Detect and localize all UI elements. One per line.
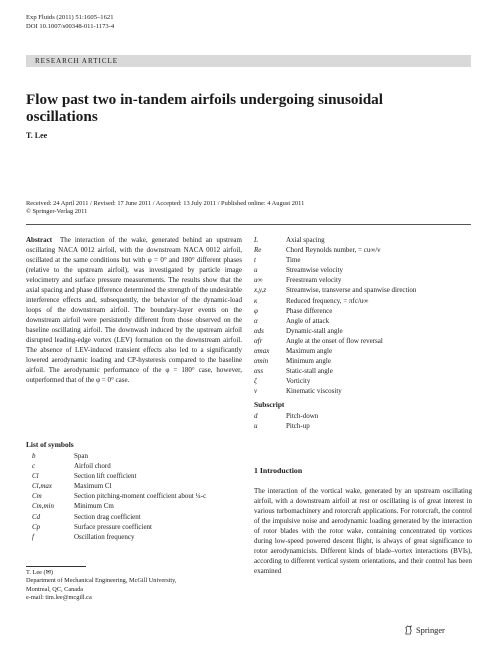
symbol: ν xyxy=(254,387,258,396)
symbol-row xyxy=(26,461,256,471)
symbol: Cd xyxy=(32,512,41,521)
affiliation-city: Montreal, QC, Canada xyxy=(26,585,84,593)
copyright: © Springer-Verlag 2011 xyxy=(26,208,88,216)
symbol-description: Airfoil chord xyxy=(74,462,111,471)
section-heading-introduction: 1 Introduction xyxy=(254,466,303,475)
symbol-description: Kinematic viscosity xyxy=(286,387,342,396)
symbol: x,y,z xyxy=(254,286,267,295)
symbol: αfr xyxy=(254,336,263,345)
symbol-description: Streamwise, transverse and spanwise direction xyxy=(286,286,417,295)
symbol-row xyxy=(254,235,474,245)
symbol: ζ xyxy=(254,377,257,386)
affiliation-email: e-mail: tim.lee@mcgill.ca xyxy=(26,594,92,602)
symbol-row xyxy=(26,501,256,511)
symbol-row xyxy=(26,471,256,481)
symbol: L xyxy=(254,236,258,244)
symbol: u∞ xyxy=(254,276,263,285)
article-type-label: RESEARCH ARTICLE xyxy=(35,57,119,65)
symbol-description: Maximum angle xyxy=(286,347,333,356)
article-type-banner xyxy=(26,55,471,67)
symbol: α xyxy=(254,316,258,325)
symbol-description: Surface pressure coefficient xyxy=(74,522,152,531)
journal-issue: Exp Fluids (2011) 51:1605–1621 xyxy=(26,14,114,21)
article-title: Flow past two in-tandem airfoils undergoing sinusoidal oscillations xyxy=(26,91,383,125)
symbol-description: Time xyxy=(286,256,301,265)
subscript-heading: Subscript xyxy=(254,399,285,409)
symbols-heading: List of symbols xyxy=(26,440,74,449)
symbols-list-left xyxy=(26,451,256,542)
symbol-description: Static-stall angle xyxy=(286,367,333,376)
author-name: T. Lee xyxy=(26,131,48,140)
symbol-description: Span xyxy=(74,452,88,460)
symbol-row xyxy=(254,421,474,431)
symbol-row xyxy=(26,522,256,532)
symbol-description: Pitch-down xyxy=(286,411,319,420)
symbol-row xyxy=(254,326,474,336)
symbol-description: Angle at the onset of flow reversal xyxy=(286,336,383,345)
symbol: Cl xyxy=(32,472,39,481)
symbol: αmin xyxy=(254,357,269,366)
symbol-description: Section drag coefficient xyxy=(74,512,141,521)
symbol: κ xyxy=(254,296,258,305)
symbol-row xyxy=(254,356,474,366)
abstract-text: The interaction of the wake, generated behind an upstream oscillating NACA 0012 airfoil, with the downstream NACA 0012 airfoil, oscillated at the same conditions but with φ = 0° and 180° different phases (relative to the upstream airfoil), was investigated by particle image velocimetry and surface pressure measurements. The results show that the axial spacing and phase difference determined the strength of the undesirable interference effects and, subsequently, the behavior of the dynamic-load loops of the downstream airfoil. The boundary-layer events on the downstream airfoil were persistently different from those observed on the baseline oscillating airfoil. The downwash induced by the upstream airfoil disrupted leading-edge vortex (LEV) formation on the downstream airfoil. The absence of LEV-induced transient effects also led to a significantly lowered aerodynamic loading and CP-hysteresis compared to the baseline airfoil. The aerodynamic performance of the φ = 180° case, however, outperformed that of the φ = 0° case. xyxy=(26,236,243,384)
abstract-label: Abstract xyxy=(26,236,53,244)
introduction-text: The interaction of the vortical wake, generated by an upstream oscillating airfoil, with a downstream airfoil at rest or oscillating is of great interest in various turbomachinery and rotorcraft applications. For rotorcraft, the control of the impulsive noise and aerodynamic loading generated by the interaction of rotor blades with the rotor wake, containing concentrated tip vortices during low-speed powered descent flight, is always of great significance to rotor aerodynamicists. Different kinds of blade–vortex interactions (BVIs), according to different vertical system orientations, and their control has been examined xyxy=(254,487,472,575)
symbol-row xyxy=(26,491,256,501)
symbol: u xyxy=(254,421,258,430)
symbol-row xyxy=(254,366,474,376)
symbol-description: Section pitching-moment coefficient about ¼-c xyxy=(74,492,207,501)
symbol-description: Oscillation frequency xyxy=(74,532,135,541)
symbol: Re xyxy=(254,246,262,255)
symbol-row xyxy=(26,451,256,461)
history-dates: Received: 24 April 2011 / Revised: 17 June 2011 / Accepted: 13 July 2011 / Published online: 4 August 2011 xyxy=(26,200,305,207)
abstract xyxy=(26,235,242,385)
publication-dates xyxy=(26,200,471,216)
symbol: c xyxy=(32,462,36,471)
symbol: Cm xyxy=(32,492,42,501)
symbol: f xyxy=(32,532,34,541)
symbol-row xyxy=(26,481,256,491)
symbol-description: Minimum Cm xyxy=(74,502,114,511)
symbol-row xyxy=(254,411,474,421)
symbol-row xyxy=(254,285,474,295)
symbol-row xyxy=(254,296,474,306)
doi: DOI 10.1007/s00348-011-1173-4 xyxy=(26,22,115,30)
symbol: Cm,min xyxy=(32,502,54,511)
symbol-row xyxy=(254,316,474,326)
symbol-description: Minimum angle xyxy=(286,357,331,366)
symbol-row xyxy=(254,265,474,275)
symbol-row xyxy=(254,336,474,346)
springer-horse-icon xyxy=(404,625,413,635)
symbol-row xyxy=(254,275,474,285)
symbol: u xyxy=(254,266,258,275)
symbol: b xyxy=(32,452,36,460)
affiliation-author: T. Lee (✉) xyxy=(26,569,54,576)
symbols-list-right xyxy=(254,235,474,431)
symbol: φ xyxy=(254,306,258,315)
symbol: d xyxy=(254,411,258,420)
journal-citation xyxy=(26,14,114,31)
symbol-row xyxy=(254,346,474,356)
symbol: αmax xyxy=(254,347,270,356)
symbol-description: Angle of attack xyxy=(286,316,330,325)
symbol-row xyxy=(254,255,474,265)
symbol-row xyxy=(254,245,474,255)
symbol: αds xyxy=(254,326,264,335)
symbol-row xyxy=(26,532,256,542)
symbol-description: Chord Reynolds number, = cu∞/ν xyxy=(286,246,381,255)
author-affiliation xyxy=(26,569,177,603)
symbol-row xyxy=(254,376,474,386)
symbol-description: Dynamic-stall angle xyxy=(286,326,343,335)
symbol: αss xyxy=(254,367,264,376)
symbol-description: Reduced frequency, = πfc/u∞ xyxy=(286,296,369,305)
symbol-description: Vorticity xyxy=(286,377,311,386)
footnote-divider xyxy=(26,566,86,567)
symbol-row xyxy=(254,306,474,316)
symbol-description: Maximum Cl xyxy=(74,482,112,491)
symbol-description: Phase difference xyxy=(286,306,333,315)
divider xyxy=(26,224,471,225)
publisher-logo xyxy=(404,625,445,635)
affiliation-department: Department of Mechanical Engineering, McGill University, xyxy=(26,577,177,585)
publisher-name: Springer xyxy=(416,625,445,635)
symbol-description: Freestream velocity xyxy=(286,276,342,285)
symbol-row xyxy=(254,386,474,396)
symbol: t xyxy=(254,256,256,265)
symbol-row xyxy=(26,512,256,522)
symbol-description: Streamwise velocity xyxy=(286,266,343,275)
symbol: Cp xyxy=(32,522,41,531)
symbol-description: Section lift coefficient xyxy=(74,472,137,481)
symbol-description: Axial spacing xyxy=(286,236,325,244)
symbol: Cl,max xyxy=(32,482,53,491)
symbol-description: Pitch-up xyxy=(286,421,310,430)
